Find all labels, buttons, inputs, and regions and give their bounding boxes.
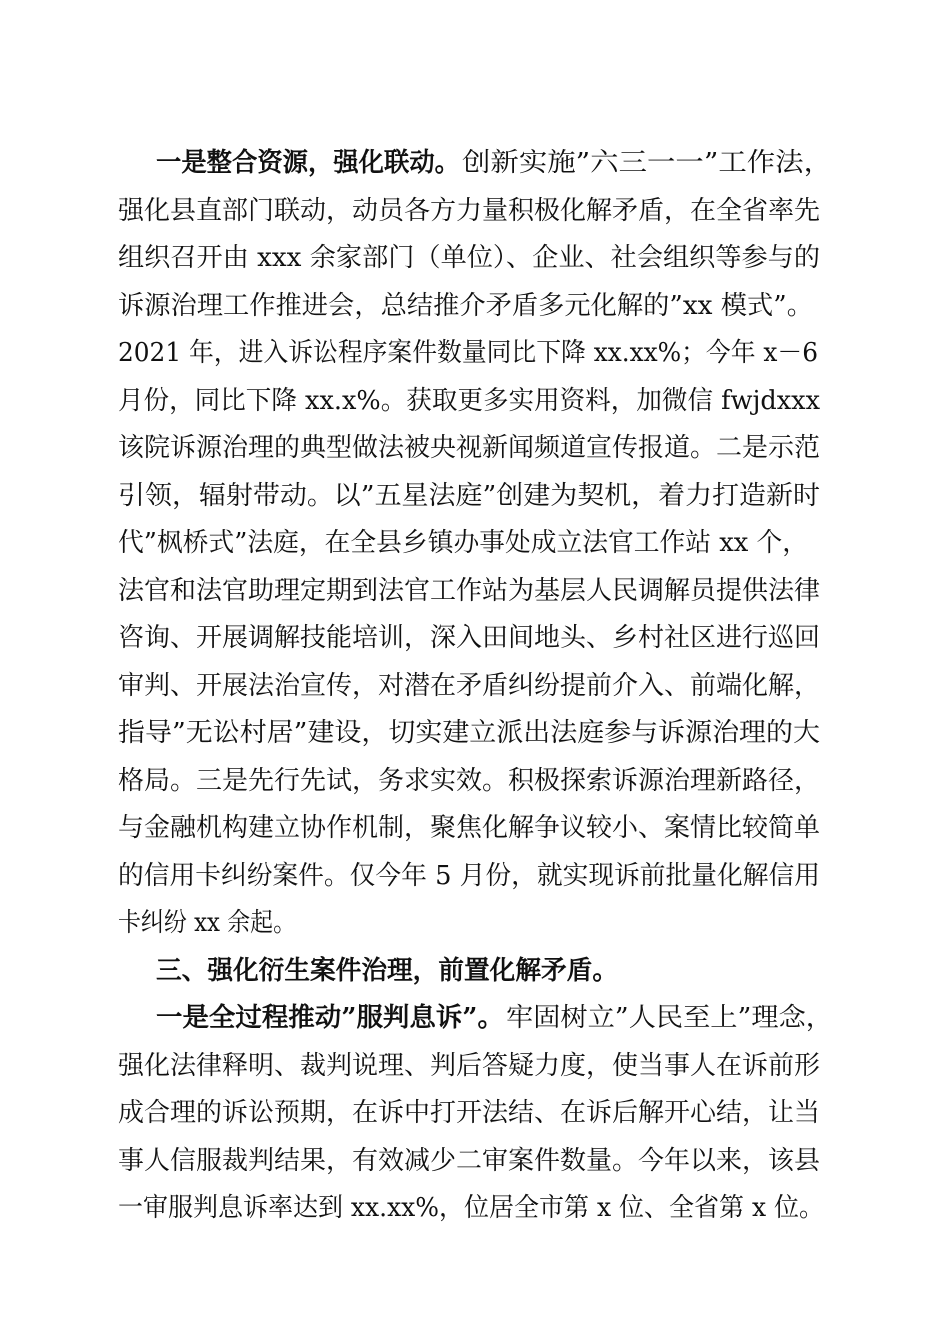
p1-line: 月份，同比下降 xx.x%。获取更多实用资料，加微信 fwjdxxx — [118, 386, 821, 416]
p1-line: 指导”无讼村居”建设，切实建立派出法庭参与诉源治理的大 — [118, 718, 820, 748]
p2-lead-bold: 一是全过程推动”服判息诉”。 — [156, 1003, 498, 1033]
p2-line-1: 牢固树立”人民至上”理念， — [506, 1003, 833, 1033]
p1-line: 的信用卡纠纷案件。仅今年 5 月份，就实现诉前批量化解信用 — [118, 861, 820, 891]
p1-line: 组织召开由 xxx 余家部门（单位）、企业、社会组织等参与的 — [118, 243, 820, 273]
p2-line: 成合理的诉讼预期，在诉中打开法结、在诉后解开心结，让当 — [118, 1098, 820, 1128]
p1-line: 咨询、开展调解技能培训，深入田间地头、乡村社区进行巡回 — [118, 623, 820, 653]
p1-lead-bold: 一是整合资源，强化联动。 — [156, 148, 469, 178]
p1-line: 与金融机构建立协作机制，聚焦化解争议较小、案情比较简单 — [118, 813, 820, 843]
p2-line: 一审服判息诉率达到 xx.xx%，位居全市第 x 位、全省第 x 位。 — [118, 1193, 824, 1223]
p1-line: 2021 年，进入诉讼程序案件数量同比下降 xx.xx%；今年 x－6 — [118, 338, 818, 368]
p1-line: 审判、开展法治宣传，对潜在矛盾纠纷提前介入、前端化解， — [118, 671, 820, 701]
p2-line: 事人信服裁判结果，有效减少二审案件数量。今年以来，该县 — [118, 1146, 820, 1176]
p1-line-1: 创新实施”六三一一”工作法， — [462, 148, 832, 178]
section-heading-3: 三、强化衍生案件治理，前置化解矛盾。 — [156, 956, 625, 986]
p1-line: 卡纠纷 xx 余起。 — [118, 908, 296, 938]
p1-line: 代”枫桥式”法庭，在全县乡镇办事处成立法官工作站 xx 个， — [118, 528, 808, 558]
p1-line: 该院诉源治理的典型做法被央视新闻频道宣传报道。二是示范 — [118, 433, 820, 463]
p1-line: 诉源治理工作推进会，总结推介矛盾多元化解的”xx 模式”。 — [118, 291, 813, 321]
p1-line: 格局。三是先行先试，务求实效。积极探索诉源治理新路径， — [118, 766, 820, 796]
p1-line: 引领，辐射带动。以”五星法庭”创建为契机，着力打造新时 — [118, 481, 820, 511]
p2-line: 强化法律释明、裁判说理、判后答疑力度，使当事人在诉前形 — [118, 1051, 820, 1081]
p1-line: 法官和法官助理定期到法官工作站为基层人民调解员提供法律 — [118, 576, 820, 606]
p1-line: 强化县直部门联动，动员各方力量积极化解矛盾，在全省率先 — [118, 196, 820, 226]
